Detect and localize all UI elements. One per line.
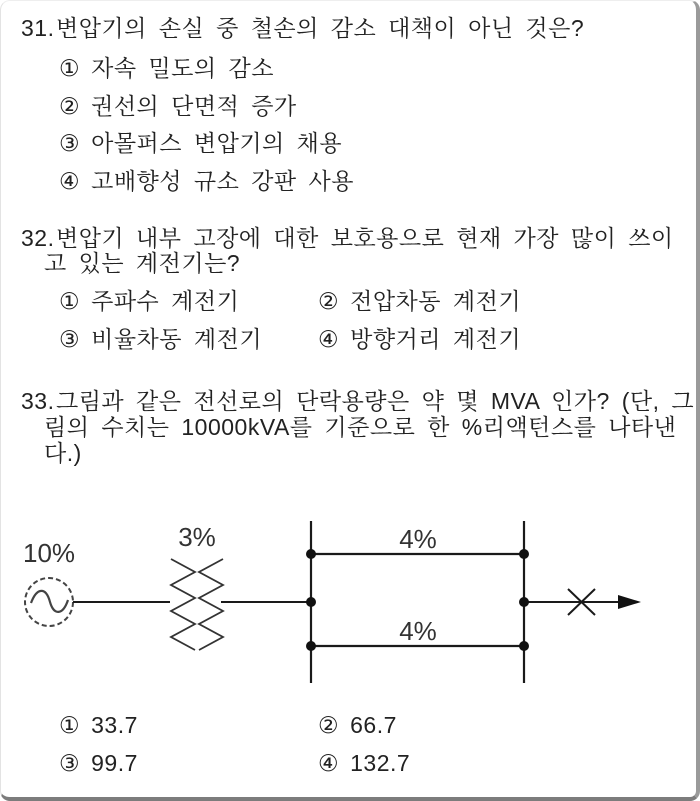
bottom-branch-label: 4% <box>399 616 437 646</box>
question-32-number: 32. <box>21 225 55 251</box>
question-31-option-3 <box>59 130 342 156</box>
question-33-line-2: 림의 수치는 10000kVA를 기준으로 한 %리액턴스를 나타낸 <box>44 414 677 440</box>
question-33-number: 33. <box>21 388 55 414</box>
circled-4-icon: ④ <box>318 750 340 776</box>
question-32-line-1 <box>21 225 674 251</box>
question-31-option-4 <box>59 168 354 194</box>
circled-2-icon: ② <box>318 288 340 314</box>
sine-wave-icon <box>31 591 68 612</box>
option-text: 아몰퍼스 변압기의 채용 <box>91 130 343 156</box>
option-text: 권선의 단면적 증가 <box>91 93 297 119</box>
question-32-text: 변압기 내부 고장에 대한 보호용으로 현재 가장 많이 쓰이 <box>56 225 674 251</box>
node-dot <box>306 641 316 651</box>
question-31-text: 변압기의 손실 중 철손의 감소 대책이 아닌 것은? <box>56 15 585 41</box>
question-32-line-2: 고 있는 계전기는? <box>44 250 241 276</box>
question-32-option-2 <box>318 288 521 314</box>
question-33-text: 그림과 같은 전선로의 단락용량은 약 몇 MVA 인가? (단, 그 <box>56 388 695 414</box>
question-33-option-1 <box>59 712 138 738</box>
node-dot <box>306 597 316 607</box>
question-33-option-2 <box>318 712 397 738</box>
arrowhead-icon <box>618 595 641 609</box>
circled-3-icon: ③ <box>59 130 81 156</box>
question-33-line-1 <box>21 388 694 414</box>
option-text: 비율차동 계전기 <box>91 326 263 352</box>
question-32-option-1 <box>59 288 239 314</box>
node-dot <box>519 549 529 559</box>
question-31-line-1 <box>21 15 584 41</box>
question-31-option-1 <box>59 55 274 81</box>
circled-4-icon: ④ <box>318 326 340 352</box>
transformer-winding-right <box>199 559 223 650</box>
question-31-option-2 <box>59 93 297 119</box>
question-33-line-3: 다.) <box>44 440 82 466</box>
option-text: 주파수 계전기 <box>91 288 240 314</box>
question-31-number: 31. <box>21 15 55 41</box>
option-text: 전압차동 계전기 <box>350 288 522 314</box>
circled-1-icon: ① <box>59 288 81 314</box>
node-dot <box>519 597 529 607</box>
ac-generator-icon <box>25 578 73 626</box>
circled-1-icon: ① <box>59 712 81 738</box>
circled-2-icon: ② <box>318 712 340 738</box>
transformer-reactance-label: 3% <box>178 522 216 552</box>
question-33-option-4 <box>318 750 410 776</box>
option-text: 자속 밀도의 감소 <box>91 55 274 81</box>
circled-3-icon: ③ <box>59 750 81 776</box>
transformer-icon <box>171 559 223 650</box>
circled-3-icon: ③ <box>59 326 81 352</box>
option-text: 고배향성 규소 강판 사용 <box>91 168 354 194</box>
option-text: 33.7 <box>91 712 138 738</box>
transformer-winding-left <box>171 559 195 650</box>
node-dot <box>519 641 529 651</box>
question-32-option-3 <box>59 326 262 352</box>
option-text: 132.7 <box>350 750 411 776</box>
question-32-option-4 <box>318 326 521 352</box>
circuit-diagram <box>1 501 700 701</box>
node-dot <box>306 549 316 559</box>
option-text: 99.7 <box>91 750 138 776</box>
circled-4-icon: ④ <box>59 168 81 194</box>
circled-1-icon: ① <box>59 55 81 81</box>
question-33-option-3 <box>59 750 138 776</box>
circled-2-icon: ② <box>59 93 81 119</box>
option-text: 66.7 <box>350 712 397 738</box>
option-text: 방향거리 계전기 <box>350 326 522 352</box>
top-branch-label: 4% <box>399 524 437 554</box>
source-reactance-label: 10% <box>23 538 76 568</box>
